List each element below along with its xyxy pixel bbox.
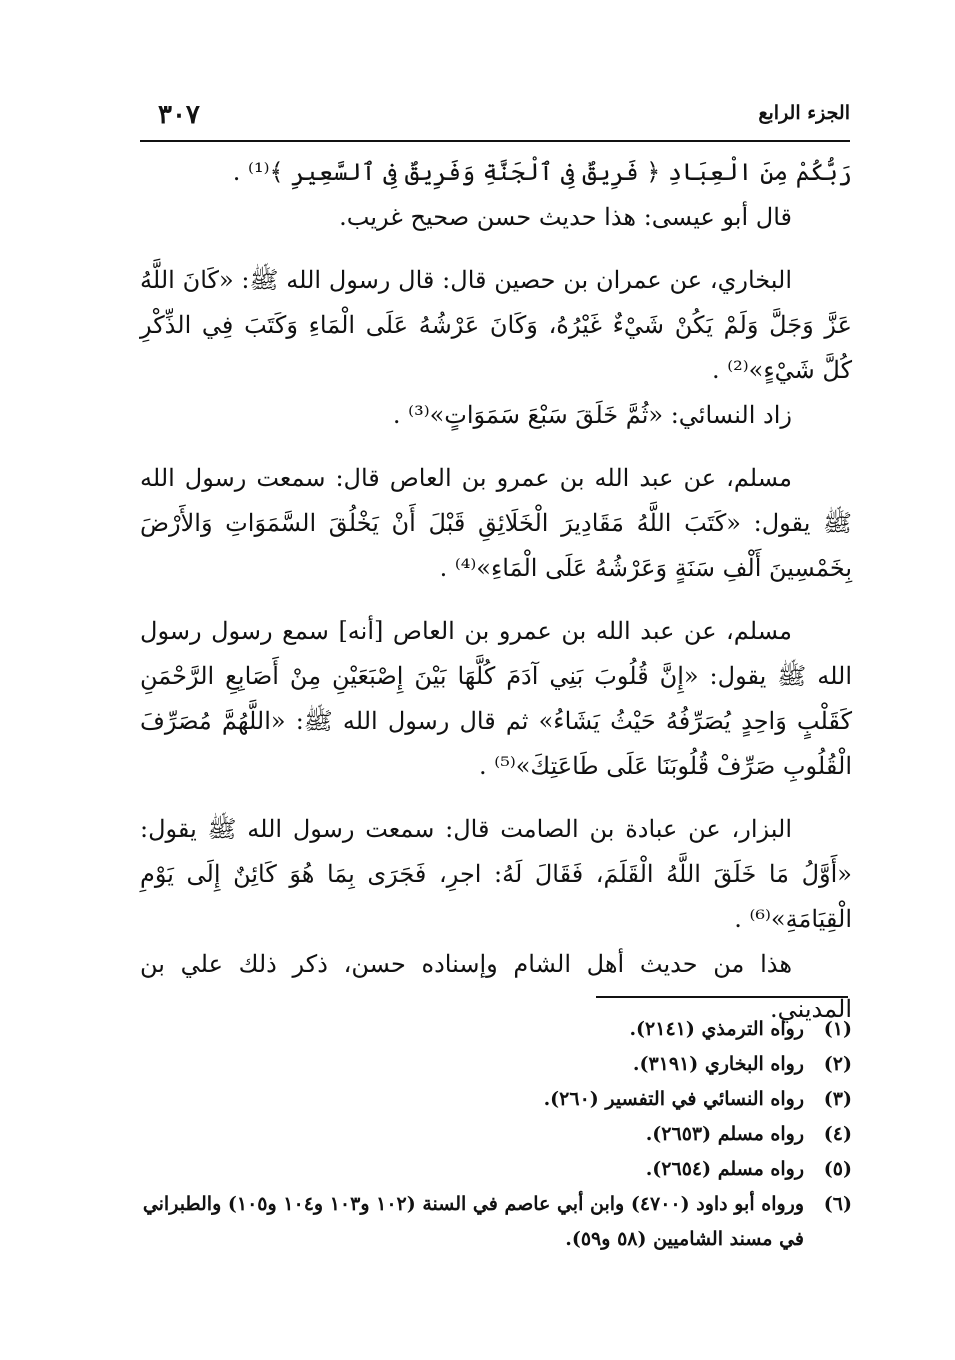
- footnote-text: رواه مسلم (٢٦٥٤).: [645, 1158, 804, 1180]
- footnotes: [140, 1012, 852, 1257]
- footnote-number: (٢): [823, 1053, 852, 1075]
- footnote-item: [140, 1012, 852, 1047]
- footnote-number: (١): [823, 1018, 852, 1040]
- footnote-item: [140, 1152, 852, 1187]
- main-text: [140, 150, 852, 1032]
- footnote-divider: [596, 996, 848, 998]
- footnote-item: [140, 1082, 852, 1117]
- paragraph-bukhari: البخاري، عن عمران بن حصين قال: قال رسول الله ﷺ: «كَانَ اللَّهُ عَزَّ وَجَلَّ وَلَمْ يَكُنْ شَيْءٌ غَيْرُهُ، وَكَانَ عَرْشُهُ عَلَى الْمَاءِ وَكَتَبَ فِي الذِّكْرِ كُلَّ شَيْءٍ»⁽²⁾ .: [140, 266, 852, 384]
- paragraph-bazzar: البزار، عن عبادة بن الصامت قال: سمعت رسول الله ﷺ يقول: «أَوَّلُ مَا خَلَقَ اللَّهُ الْقَلَمَ، فَقَالَ لَهُ: اجرِ، فَجَرَى بِمَا هُوَ كَائِنٌ إِلَى يَوْمِ الْقِيَامَةِ»⁽⁶⁾ .: [140, 815, 852, 933]
- footnote-text: ورواه أبو داود (٤٧٠٠) وابن أبي عاصم في السنة (١٠٢ و١٠٣ و١٠٤ و١٠٥) والطبراني في مسند الشاميين (٥٨ و٥٩).: [142, 1193, 804, 1250]
- footnote-number: (٦): [823, 1193, 852, 1215]
- footnote-text: رواه الترمذي (٢١٤١).: [629, 1018, 804, 1040]
- running-head: الجزء الرابع: [758, 102, 850, 124]
- paragraph-muslim-1: مسلم، عن عبد الله بن عمرو بن العاص قال: سمعت رسول الله ﷺ يقول: «كَتَبَ اللَّهُ مَقَادِيرَ الْخَلَائِقِ قَبْلَ أَنْ يَخْلُقَ السَّمَوَاتِ وَالأَرْضَ بِخَمْسِينَ أَلْفِ سَنَةٍ وَعَرْشُهُ عَلَى الْمَاءِ»⁽⁴⁾ .: [140, 464, 852, 582]
- footnote-number: (٣): [823, 1088, 852, 1110]
- paragraph-closing: هذا من حديث أهل الشام وإسناده حسن، ذكر ذلك علي بن المديني.: [140, 950, 852, 1023]
- paragraph-muslim-2: مسلم، عن عبد الله بن عمرو بن العاص [أنه] سمع رسول رسول الله ﷺ يقول: «إِنَّ قُلُوبَ بَنِي آدَمَ كُلَّهَا بَيْنَ إِصْبَعَيْنِ مِنْ أَصَابِعِ الرَّحْمَنِ كَقَلْبٍ وَاحِدٍ يُصَرِّفُهُ حَيْثُ يَشَاءُ» ثم قال رسول الله ﷺ: «اللَّهُمَّ مُصَرِّفَ الْقُلُوبِ صَرِّفْ قُلُوبَنَا عَلَى طَاعَتِكَ»⁽⁵⁾ .: [140, 617, 852, 780]
- footnote-text: رواه مسلم (٢٦٥٣).: [645, 1123, 804, 1145]
- footnote-item: [140, 1047, 852, 1082]
- footnote-text: رواه البخاري (٣١٩١).: [632, 1053, 804, 1075]
- footnote-number: (٤): [823, 1123, 852, 1145]
- page-header: [140, 100, 850, 142]
- footnote-text: رواه النسائي في التفسير (٢٦٠).: [543, 1088, 804, 1110]
- footnote-number: (٥): [823, 1158, 852, 1180]
- paragraph-nasai: زاد النسائي: «ثُمَّ خَلَقَ سَبْعَ سَمَوَاتٍ»⁽³⁾ .: [392, 401, 792, 429]
- footnote-item: [140, 1117, 852, 1152]
- paragraph-continuation: رَبُّكُمْ مِنَ الْعِبَادِ ﴿ فَرِيقٌ فِى ٱلْجَنَّةِ وَفَرِيقٌ فِى ٱلسَّعِيرِ ﴾⁽¹⁾ .: [232, 158, 852, 186]
- paragraph-abu-isa: قال أبو عيسى: هذا حديث حسن صحيح غريب.: [339, 203, 792, 231]
- page-number: ٣٠٧: [158, 100, 200, 130]
- footnote-item: [140, 1187, 852, 1257]
